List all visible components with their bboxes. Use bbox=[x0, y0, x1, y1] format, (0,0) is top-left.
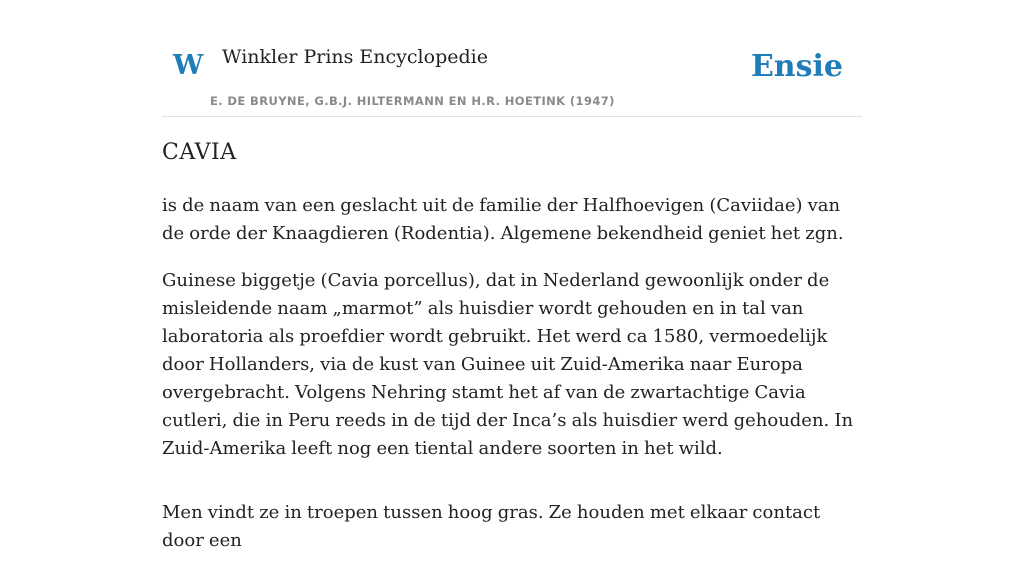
paragraph-intro: is de naam van een geslacht uit de familie der Halfhoevigen (Caviidae) van de orde der Knaagdieren (Rodentia). Algemene bekendheid geniet het zgn. bbox=[162, 195, 844, 244]
article-body bbox=[162, 192, 862, 574]
paragraph-guinea-pig: Guinese biggetje (Cavia porcellus), dat in Nederland gewoonlijk onder de misleidende naam „marmot” als huisdier wordt gehouden en in tal van laboratoria als proefdier wordt gebruikt. Het werd ca 1580, vermoedelijk door Hollanders, via de kust van Guinee uit Zuid-Amerika naar Europa overgebracht. Volgens Nehring stamt het af van de zwartachtige Cavia cutleri, die in Peru reeds in de tijd der Inca’s als huisdier werd gehouden. In Zuid-Amerika leeft nog een tiental andere soorten in het wild. bbox=[162, 270, 854, 459]
ensie-logo[interactable]: Ensie bbox=[750, 49, 843, 84]
source-logo-icon[interactable]: W bbox=[173, 50, 204, 81]
source-authors: E. DE BRUYNE, G.B.J. HILTERMANN EN H.R. HOETINK (1947) bbox=[210, 94, 615, 108]
article-title: CAVIA bbox=[162, 140, 237, 165]
article-page bbox=[162, 0, 862, 551]
paragraph-habitat: Men vindt ze in troepen tussen hoog gras. Ze houden met elkaar contact door een bbox=[162, 502, 821, 551]
source-title-link[interactable]: Winkler Prins Encyclopedie bbox=[222, 46, 488, 68]
site-header bbox=[162, 0, 862, 117]
